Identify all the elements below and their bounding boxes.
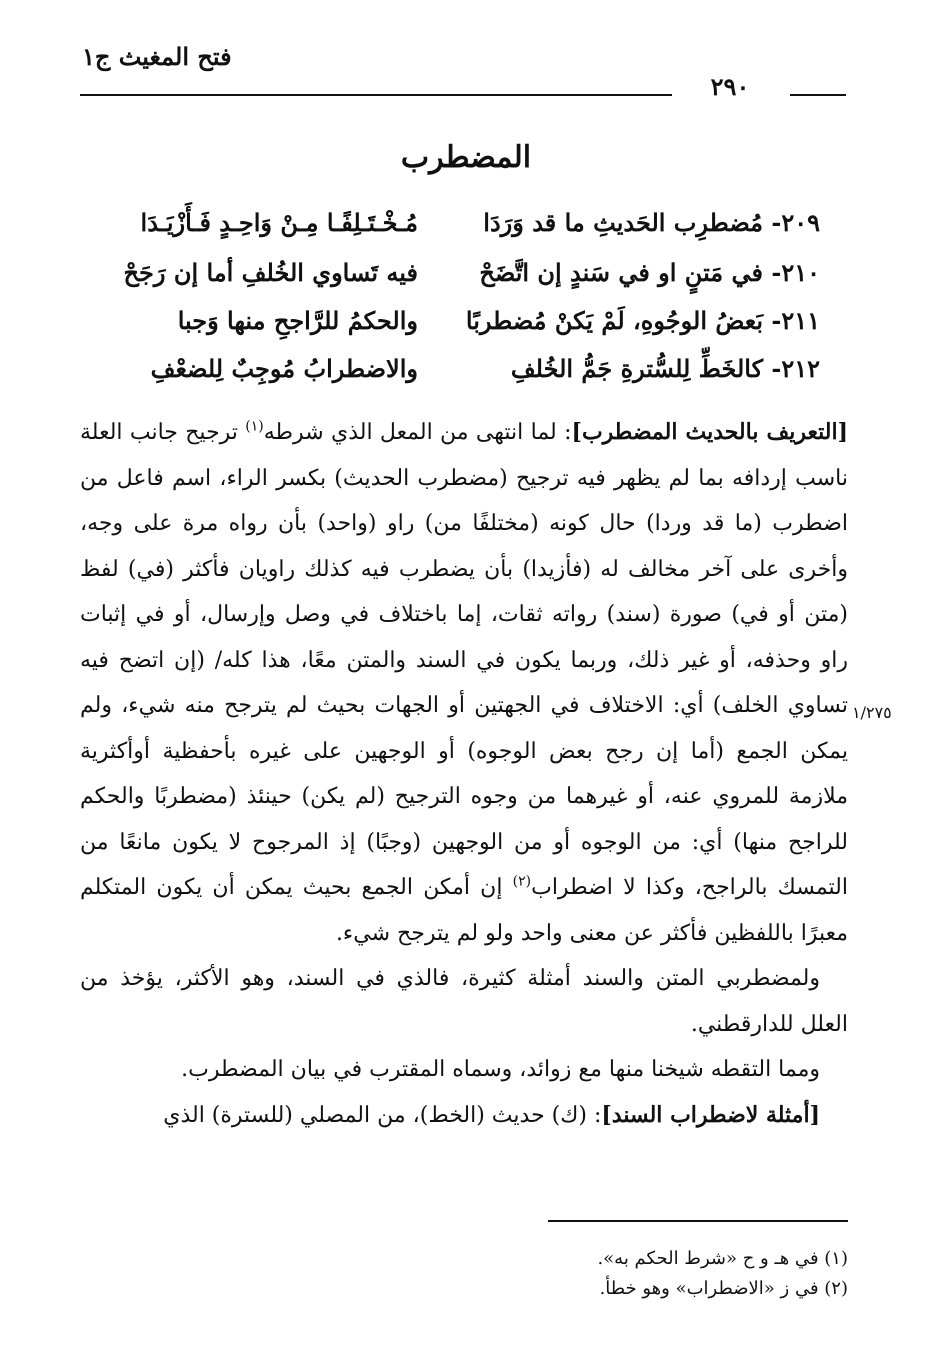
paragraph: ومما التقطه شيخنا منها مع زوائد، وسماه المقترب في بيان المضطرب. xyxy=(181,1057,820,1082)
section-title: المضطرب xyxy=(400,140,532,175)
verse-second-hemistich: والاضطرابُ مُوجِبٌ لِلضعْفِ xyxy=(150,354,418,383)
footnote-ref: (١) xyxy=(245,418,264,435)
paragraph-text: إن أمكن الجمع بحيث يمكن أن يكون المتكلم معبرًا باللفظين فأكثر عن معنى واحد ولو لم يترجح شيء. xyxy=(80,875,848,946)
footnote: (٢) في ز «الاضطراب» وهو خطأ. xyxy=(599,1278,848,1299)
verse-first-text: مُضطرِب الحَديثِ ما قد وَرَدَا xyxy=(483,208,763,237)
paragraph-text: ترجيح جانب العلة ناسب إردافه بما لم يظهر فيه ترجيح (مضطرب الحديث) بكسر الراء، اسم فاعل من اضطرب (ما قد وردا) حال كونه (مختلفًا من) راو (واحد) بأن رواه مرة على وجه، وأخرى على آخر مخالف له (فأزيدا) بأن يضطرب فيه كذلك راويان فأكثر (في) لفظ (متن أو في) صورة (سند) رواته ثقات، إما باختلاف في وصل وإرسال، أو في إثبات راو وحذفه، أو غير ذلك، وربما يكون في السند والمتن معًا، هذا كله/ (إن اتضح فيه تساوي الخلف) أي: الاختلاف في الجهتين أو الجهات بحيث لم يترجح منه شيء، ولم يمكن الجمع (أما إن رجح بعض الوجوه) أو الوجهين على غيره بأحفظية أوأكثرية ملازمة للمروي عنه، أو غيرهما من وجوه الترجيح (لم يكن) حينئذ (مضطربًا والحكم للراجح منها) أي: من الوجوه أو من الوجهين (وجبًا) إذ المرجوح لا يكون مانعًا من التمسك بالراجح، وكذا لا اضطراب xyxy=(80,420,848,900)
footnote-rule xyxy=(548,1220,848,1222)
paragraph-heading: [أمثلة لاضطراب السند] xyxy=(601,1101,820,1128)
verse-number: ٢١٠ xyxy=(781,258,820,287)
verse-second-hemistich: فيه تَساوي الخُلفِ أما إن رَجَحْ xyxy=(123,258,418,287)
verse-first-hemistich: ٢١١- بَعضُ الوجُوهِ، لَمْ يَكنْ مُضطربًا xyxy=(465,306,820,335)
verse-second-hemistich: والحكمُ للرَّاجحِ منها وَجبا xyxy=(177,306,418,335)
body-text xyxy=(80,410,848,1138)
footnote: (١) في هـ و ح «شرط الحكم به». xyxy=(597,1248,848,1269)
verse-line xyxy=(0,258,932,298)
verse-number: ٢١١ xyxy=(781,306,820,335)
header-rule xyxy=(80,94,672,96)
page-number: ٢٩٠ xyxy=(710,72,750,101)
verse-first-hemistich: ٢١٢- كالخَطِّ لِلسُّترةِ جَمُّ الخُلفِ xyxy=(510,354,820,383)
verse-number: ٢١٢ xyxy=(781,354,820,383)
paragraph-heading: [التعريف بالحديث المضطرب] xyxy=(571,419,848,445)
margin-folio-note: ١/٢٧٥ xyxy=(852,703,892,722)
paragraph-text: : لما انتهى من المعل الذي شرطه xyxy=(263,420,572,445)
verse-first-text: في مَتنٍ او في سَندٍ إن اتَّضَحْ xyxy=(479,258,763,287)
verse-line xyxy=(0,306,932,346)
paragraph: ولمضطربي المتن والسند أمثلة كثيرة، فالذي في السند، وهو الأكثر، يؤخذ من العلل للدارقطني. xyxy=(80,966,848,1037)
verse-first-text: بَعضُ الوجُوهِ، لَمْ يَكنْ مُضطربًا xyxy=(465,306,763,335)
running-header-book-title: فتح المغيث ج١ xyxy=(82,42,232,71)
verse-first-hemistich: ٢١٠- في مَتنٍ او في سَندٍ إن اتَّضَحْ xyxy=(479,258,820,287)
footnote-ref: (٢) xyxy=(512,873,532,890)
paragraph xyxy=(80,410,848,956)
verse-first-hemistich: ٢٠٩- مُضطرِب الحَديثِ ما قد وَرَدَا xyxy=(483,208,820,237)
header-rule-short xyxy=(790,94,846,96)
verse-second-hemistich: مُـخْـتَـلِفًـا مِـنْ وَاحِـدٍ فَـأَزْيَـدَا xyxy=(140,208,418,237)
paragraph xyxy=(80,1093,848,1139)
verse-line xyxy=(0,354,932,394)
verse-line xyxy=(0,208,932,248)
verse-first-text: كالخَطِّ لِلسُّترةِ جَمُّ الخُلفِ xyxy=(510,354,763,383)
paragraph-text: : (ك) حديث (الخط)، من المصلي (للسترة) الذي xyxy=(163,1102,602,1128)
verse-number: ٢٠٩ xyxy=(781,208,820,237)
